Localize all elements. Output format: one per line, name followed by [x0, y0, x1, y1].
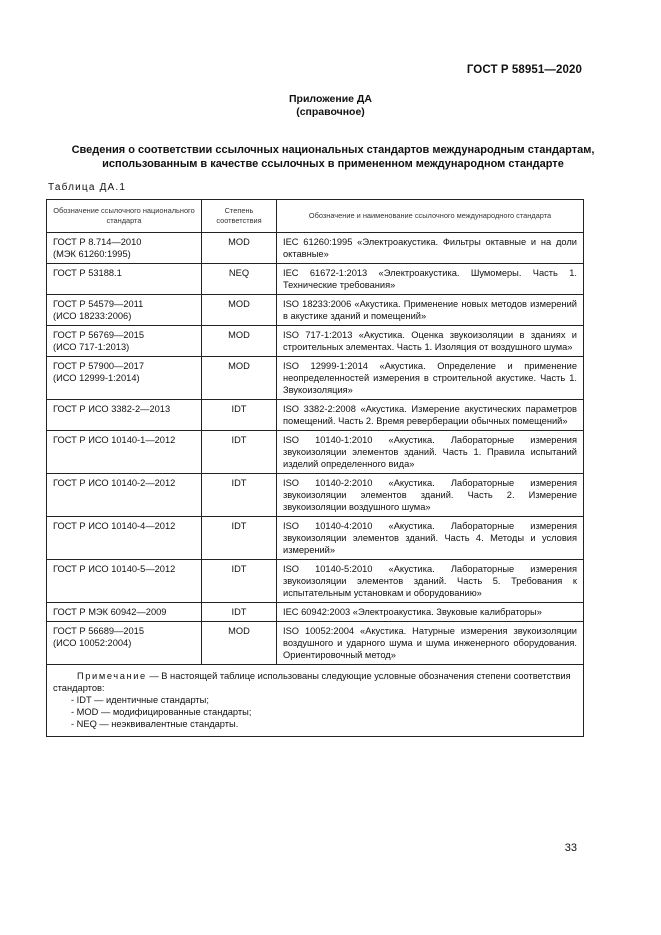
note-label: Примечание [77, 671, 147, 681]
national-standard-line: ГОСТ Р ИСО 10140-2—2012 [53, 478, 176, 488]
column-header-national: Обозначение ссылочного национального стандарта [47, 200, 202, 233]
table-row [47, 517, 584, 560]
national-standard-cell [47, 326, 202, 357]
international-standard-cell: IEC 60942:2003 «Электроакустика. Звуковые калибраторы» [277, 603, 584, 622]
table-row [47, 474, 584, 517]
table-row [47, 326, 584, 357]
degree-cell: IDT [202, 400, 277, 431]
national-standard-line: ГОСТ Р ИСО 3382-2—2013 [53, 404, 171, 414]
national-standard-line: ГОСТ Р ИСО 10140-5—2012 [53, 564, 176, 574]
international-standard-cell: ISO 10140-4:2010 «Акустика. Лабораторные измерения звукоизоляции элементов зданий. Часть 4. Методы и условия измерений» [277, 517, 584, 560]
document-code: ГОСТ Р 58951—2020 [466, 64, 582, 76]
page-number: 33 [564, 842, 577, 854]
national-standard-cell [47, 295, 202, 326]
national-standard-line: ГОСТ Р 57900—2017 [53, 361, 145, 371]
column-header-degree: Степень соответствия [202, 200, 277, 233]
degree-cell: MOD [202, 622, 277, 665]
national-standard-line: (МЭК 61260:1995) [53, 249, 131, 259]
national-standard-cell [47, 603, 202, 622]
national-standard-line: (ИСО 18233:2006) [53, 311, 132, 321]
national-standard-cell [47, 560, 202, 603]
table-row [47, 431, 584, 474]
national-standard-line: ГОСТ Р 54579—2011 [53, 299, 144, 309]
appendix-title: Приложение ДА [289, 93, 372, 105]
table-note-row [47, 665, 584, 737]
appendix-subtitle: (справочное) [296, 106, 365, 118]
table-caption: Таблица ДА.1 [48, 182, 127, 193]
degree-cell: MOD [202, 357, 277, 400]
national-standard-line: ГОСТ Р МЭК 60942—2009 [53, 607, 167, 617]
note-item: - MOD — модифицированные стандарты; [71, 707, 252, 717]
national-standard-cell [47, 431, 202, 474]
note-item: - IDT — идентичные стандарты; [71, 695, 209, 705]
table-row [47, 295, 584, 326]
table-row [47, 264, 584, 295]
table-row [47, 622, 584, 665]
table-row [47, 400, 584, 431]
international-standard-cell: ISO 18233:2006 «Акустика. Применение новых методов измерений в акустике зданий и помещений» [277, 295, 584, 326]
international-standard-cell: ISO 10140-2:2010 «Акустика. Лабораторные измерения звукоизоляции элементов зданий. Часть 2. Измерение звукоизоляции воздушного шума» [277, 474, 584, 517]
international-standard-cell: ISO 10140-1:2010 «Акустика. Лабораторные измерения звукоизоляции элементов зданий. Часть 1. Правила испытаний изделий определенного вида» [277, 431, 584, 474]
national-standard-line: ГОСТ Р 56689—2015 [53, 626, 145, 636]
note-paragraph [53, 670, 577, 694]
table-row [47, 233, 584, 264]
degree-cell: IDT [202, 431, 277, 474]
international-standard-cell: ISO 10052:2004 «Акустика. Натурные измерения звукоизоляции воздушного и ударного шума и шума инженерного оборудования. Ориентировочный метод» [277, 622, 584, 665]
national-standard-line: (ИСО 717-1:2013) [53, 342, 130, 352]
degree-cell: IDT [202, 560, 277, 603]
table-row [47, 603, 584, 622]
section-heading: Сведения о соответствии ссылочных национальных стандартов международным стандартам, использованным в качестве ссылочных в примененном международном стандарте [71, 144, 595, 170]
international-standard-cell: IEC 61260:1995 «Электроакустика. Фильтры октавные и на доли октавные» [277, 233, 584, 264]
table-row [47, 357, 584, 400]
national-standard-cell [47, 264, 202, 295]
international-standard-cell: ISO 3382-2:2008 «Акустика. Измерение акустических параметров помещений. Часть 2. Время реверберации обычных помещений» [277, 400, 584, 431]
degree-cell: MOD [202, 233, 277, 264]
degree-cell: IDT [202, 517, 277, 560]
national-standard-line: ГОСТ Р 53188.1 [53, 268, 122, 278]
degree-cell: IDT [202, 474, 277, 517]
national-standard-line: ГОСТ Р 8.714—2010 [53, 237, 142, 247]
international-standard-cell: ISO 10140-5:2010 «Акустика. Лабораторные измерения звукоизоляции элементов зданий. Часть 5. Требования к испытательным установкам и оборудованию» [277, 560, 584, 603]
note-text: — В настоящей таблице использованы следующие условные обозначения степени соответствия стандартов: [53, 671, 571, 693]
national-standard-cell [47, 233, 202, 264]
table-row [47, 560, 584, 603]
national-standard-cell [47, 622, 202, 665]
note-item: - NEQ — неэквивалентные стандарты. [71, 719, 239, 729]
degree-cell: IDT [202, 603, 277, 622]
appendix-heading [0, 93, 661, 119]
table-body [47, 233, 584, 665]
national-standard-cell [47, 517, 202, 560]
national-standard-line: (ИСО 10052:2004) [53, 638, 132, 648]
table-note [47, 665, 584, 737]
national-standard-cell [47, 357, 202, 400]
international-standard-cell: ISO 12999-1:2014 «Акустика. Определение и применение неопределенностей измерения в строительной акустике. Часть 1. Звукоизоляция» [277, 357, 584, 400]
international-standard-cell: ISO 717-1:2013 «Акустика. Оценка звукоизоляции в зданиях и строительных элементах. Часть 1. Изоляция от воздушного шума» [277, 326, 584, 357]
degree-cell: MOD [202, 295, 277, 326]
national-standard-cell [47, 474, 202, 517]
degree-cell: MOD [202, 326, 277, 357]
national-standard-cell [47, 400, 202, 431]
international-standard-cell: IEC 61672-1:2013 «Электроакустика. Шумомеры. Часть 1. Технические требования» [277, 264, 584, 295]
correspondence-table [46, 199, 584, 737]
column-header-international: Обозначение и наименование ссылочного международного стандарта [277, 200, 584, 233]
national-standard-line: ГОСТ Р ИСО 10140-1—2012 [53, 435, 176, 445]
national-standard-line: (ИСО 12999-1:2014) [53, 373, 140, 383]
table-header-row [47, 200, 584, 233]
degree-cell: NEQ [202, 264, 277, 295]
national-standard-line: ГОСТ Р 56769—2015 [53, 330, 145, 340]
national-standard-line: ГОСТ Р ИСО 10140-4—2012 [53, 521, 176, 531]
